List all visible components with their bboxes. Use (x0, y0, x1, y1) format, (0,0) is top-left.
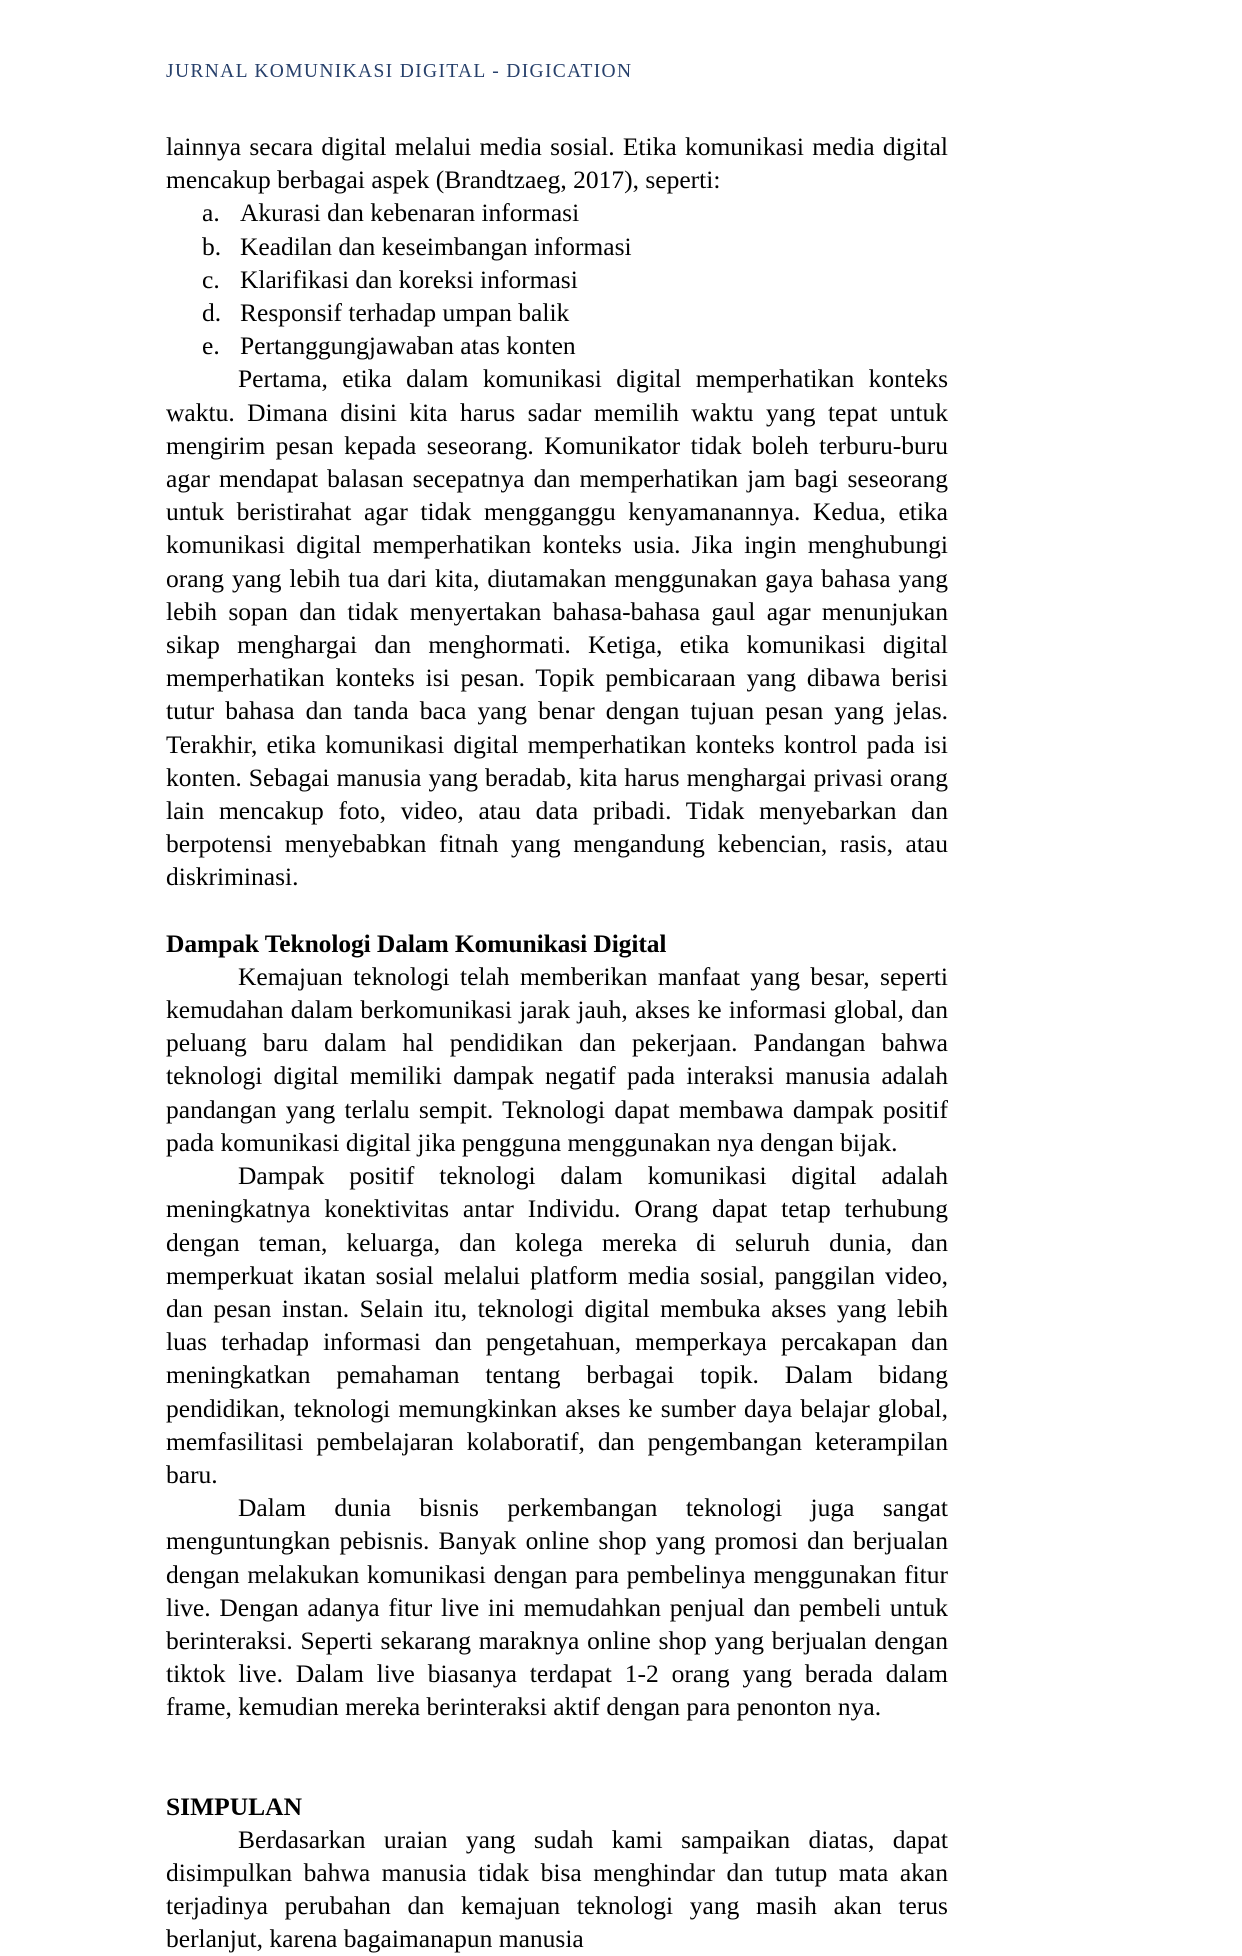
list-item (166, 263, 948, 296)
dampak-paragraph-2: Dampak positif teknologi dalam komunikasi digital adalah meningkatnya konektivitas antar Individu. Orang dapat tetap terhubung dengan teman, keluarga, dan kolega mereka di seluruh dunia, dan memperkuat ikatan sosial melalui platform media sosial, panggilan video, dan pesan instan. Selain itu, teknologi digital membuka akses yang lebih luas terhadap informasi dan pengetahuan, memperkaya percakapan dan meningkatkan pemahaman tentang berbagai topik. Dalam bidang pendidikan, teknologi memungkinkan akses ke sumber daya belajar global, memfasilitasi pembelajaran kolaboratif, dan pengembangan keterampilan baru. (166, 1161, 948, 1489)
list-item-label: Klarifikasi dan koreksi informasi (240, 264, 578, 294)
list-item-label: Responsif terhadap umpan balik (240, 298, 570, 328)
list-item-marker: a. (202, 198, 220, 228)
section-heading-simpulan: SIMPULAN (166, 1791, 303, 1821)
list-item-marker: d. (202, 298, 222, 328)
list-item (166, 196, 948, 229)
list-item-marker: b. (202, 231, 222, 261)
running-header: JURNAL KOMUNIKASI DIGITAL - DIGICATION (166, 61, 633, 82)
list-item-marker: c. (202, 264, 220, 294)
subheading-dampak-teknologi: Dampak Teknologi Dalam Komunikasi Digital (166, 928, 667, 958)
spacer (166, 1724, 948, 1790)
context-paragraph: Pertama, etika dalam komunikasi digital memperhatikan konteks waktu. Dimana disini kita harus sadar memilih waktu yang tepat untuk mengirim pesan kepada seseorang. Komunikator tidak boleh terburu-buru agar mendapat balasan secepatnya dan memperhatikan jam bagi seseorang untuk beristirahat agar tidak mengganggu kenyamanannya. Kedua, etika komunikasi digital memperhatikan konteks usia. Jika ingin menghubungi orang yang lebih tua dari kita, diutamakan menggunakan gaya bahasa yang lebih sopan dan tidak menyertakan bahasa-bahasa gaul agar menunjukan sikap menghargai dan menghormati. Ketiga, etika komunikasi digital memperhatikan konteks isi pesan. Topik pembicaraan yang dibawa berisi tutur bahasa dan tanda baca yang benar dengan tujuan pesan yang jelas. Terakhir, etika komunikasi digital memperhatikan konteks kontrol pada isi konten. Sebagai manusia yang beradab, kita harus menghargai privasi orang lain mencakup foto, video, atau data pribadi. Tidak menyebarkan dan berpotensi menyebabkan fitnah yang mengandung kebencian, rasis, atau diskriminasi. (166, 364, 948, 892)
list-item-label: Akurasi dan kebenaran informasi (240, 198, 580, 228)
ethics-list (166, 196, 948, 362)
spacer (166, 894, 948, 927)
dampak-paragraph-3: Dalam dunia bisnis perkembangan teknologi juga sangat menguntungkan pebisnis. Banyak online shop yang promosi dan berjualan dengan melakukan komunikasi dengan para pembelinya menggunakan fitur live. Dengan adanya fitur live ini memudahkan penjual dan pembeli untuk berinteraksi. Seperti sekarang maraknya online shop yang berjualan dengan tiktok live. Dalam live biasanya terdapat 1-2 orang yang berada dalam frame, kemudian mereka berinteraksi aktif dengan para penonton nya. (166, 1493, 948, 1722)
list-item (166, 329, 948, 362)
intro-paragraph: lainnya secara digital melalui media sosial. Etika komunikasi media digital mencakup berbagai aspek (Brandtzaeg, 2017), seperti: (166, 132, 948, 195)
list-item (166, 296, 948, 329)
list-item-marker: e. (202, 331, 220, 361)
page-content (166, 130, 948, 1956)
simpulan-paragraph-1: Berdasarkan uraian yang sudah kami sampaikan diatas, dapat disimpulkan bahwa manusia tidak bisa menghindar dan tutup mata akan terjadinya perubahan dan kemajuan teknologi yang masih akan terus berlanjut, karena bagaimanapun manusia (166, 1824, 948, 1954)
list-item-label: Keadilan dan keseimbangan informasi (240, 231, 632, 261)
dampak-paragraph-1: Kemajuan teknologi telah memberikan manfaat yang besar, seperti kemudahan dalam berkomunikasi jarak jauh, akses ke informasi global, dan peluang baru dalam hal pendidikan dan pekerjaan. Pandangan bahwa teknologi digital memiliki dampak negatif pada interaksi manusia adalah pandangan yang terlalu sempit. Teknologi dapat membawa dampak positif pada komunikasi digital jika pengguna menggunakan nya dengan bijak. (166, 961, 948, 1157)
list-item (166, 230, 948, 263)
list-item-label: Pertanggungjawaban atas konten (240, 331, 576, 361)
